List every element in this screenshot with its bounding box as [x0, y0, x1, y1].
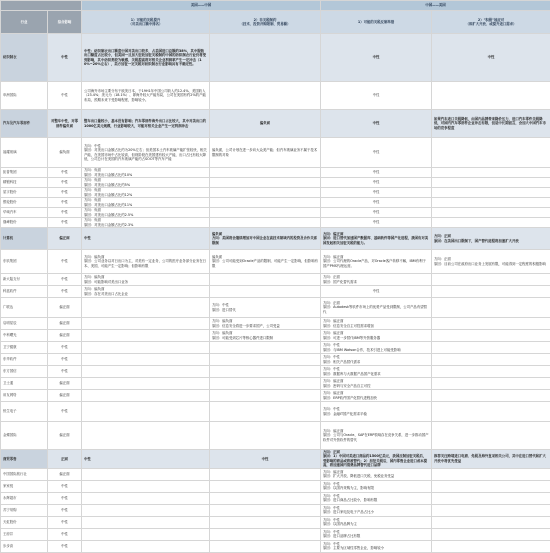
industry-cell: 金蝶国际 [1, 422, 48, 450]
nontariff-cell [210, 378, 321, 390]
countermeasure-cell: 方向：中性 原因：金融IT国产化需求平稳 [321, 402, 432, 422]
countermeasure-cell: 中性 [321, 34, 432, 82]
positive-response-cell [432, 208, 550, 218]
group-header-row [1, 1, 550, 11]
influence-cell: 中性 [48, 82, 82, 110]
positive-response-cell [432, 378, 550, 390]
countermeasure-cell: 中性 [321, 188, 432, 198]
influence-cell: 中性 [48, 366, 82, 378]
table-row [1, 528, 550, 540]
influence-cell: 中性 [48, 208, 82, 218]
influence-cell: 偏正面 [48, 298, 82, 318]
header-industry: 行业 [1, 11, 48, 34]
industry-cell: 中国国际旅行社 [1, 468, 48, 480]
sector-row [1, 34, 550, 82]
nontariff-cell: 中性 [210, 450, 321, 469]
influence-cell: 中性 [48, 354, 82, 366]
nontariff-cell [210, 34, 321, 82]
industry-cell: 王府井 [1, 528, 48, 540]
tariff-raise-cell: 方向：负面 原因：对美出口金额占比约12% [82, 188, 210, 198]
positive-response-cell: 方向：正面 原因：目前公司在政府出口业务上发展有限，可能得到一定程度的积极影响 [432, 250, 550, 274]
countermeasure-cell: 方向：中性 原因：进口品牌占比有限 [321, 528, 432, 540]
influence-cell: 偏正面 [48, 330, 82, 342]
table-row [1, 342, 550, 354]
positive-response-cell [432, 218, 550, 228]
tariff-raise-cell [82, 390, 210, 402]
influence-cell: 偏正面 [48, 422, 82, 450]
industry-cell: 卫宁健康 [1, 342, 48, 354]
positive-response-cell [432, 366, 550, 378]
tariff-raise-cell: 方向：偏负面 原因：公司业务以对日出口为主，对美有一定业务，公司的医疗业务部分业务在日本、美国，可能产生一定影响；但影响有限 [82, 250, 210, 274]
tariff-raise-cell [82, 480, 210, 492]
industry-cell: 星宇股份 [1, 188, 48, 198]
nontariff-cell [210, 286, 321, 298]
table-row [1, 138, 550, 168]
nontariff-cell [210, 354, 321, 366]
table-row [1, 250, 550, 274]
positive-response-cell [432, 274, 550, 286]
nontariff-cell [210, 528, 321, 540]
countermeasure-cell: 方向：偏正面 原因：扩大开放、降低进口关税，免税业务受益 [321, 468, 432, 480]
tariff-raise-cell [82, 342, 210, 354]
industry-cell: 科蓝软件 [1, 286, 48, 298]
nontariff-cell [210, 178, 321, 188]
nontariff-cell: 偏负面 [210, 110, 321, 138]
tariff-raise-cell [82, 402, 210, 422]
tariff-raise-cell [82, 298, 210, 318]
tariff-raise-cell [82, 492, 210, 504]
header-blank [1, 1, 82, 11]
table-row [1, 208, 550, 218]
table-row [1, 318, 550, 330]
table-row [1, 366, 550, 378]
table-row [1, 402, 550, 422]
industry-cell: 东软集团 [1, 250, 48, 274]
table-row [1, 492, 550, 504]
industry-cell: 纺织制衣 [1, 34, 48, 82]
influence-cell: 偏正面 [48, 390, 82, 402]
industry-cell: 福耀玻璃 [1, 138, 48, 168]
nontariff-cell [210, 274, 321, 286]
countermeasure-cell: 中性 [321, 208, 432, 218]
table-row [1, 274, 550, 286]
header-nontariff: 2）非关税制约 （技术、投资并购限制、贸易额） [210, 11, 321, 34]
positive-response-cell [432, 354, 550, 366]
positive-response-cell [432, 188, 550, 198]
influence-cell: 中性 [48, 528, 82, 540]
positive-response-cell: 方向：正面 原因：在美国出口限制下，国产替代进程将加速扩大开放 [432, 228, 550, 250]
positive-response-cell [432, 198, 550, 208]
nontariff-cell [210, 540, 321, 552]
nontariff-cell [210, 492, 321, 504]
countermeasure-cell: 方向：正面 原因：Autodesk等软件市场上的优势产品受到限制，公司产品有望替代 [321, 298, 432, 318]
table-row [1, 422, 550, 450]
positive-response-cell [432, 168, 550, 178]
tariff-raise-cell: 方向：中性 原因：对美出口金额占比约为20%左右；但美国本土汽车玻璃产能扩张较快，相关产能，在美国市场中占比较高，但现阶段在美国建有较大产能，出口占比有较大降低，公司总计在美国的汽车玻璃产能约占SOOT等汽车产能 [82, 138, 210, 168]
industry-cell: 东华软件 [1, 354, 48, 366]
table-row [1, 480, 550, 492]
table-row [1, 198, 550, 208]
industry-cell: 用友网络 [1, 390, 48, 402]
countermeasure-cell: 方向：中性 原因：以国内采购为主，影响有限 [321, 480, 432, 492]
tariff-raise-cell: 方向：负面 原因：对美出口金额占比约2.3% [82, 218, 210, 228]
countermeasure-cell: 方向：正面 原因：国产化替代需求 [321, 274, 432, 286]
influence-cell: 中性 [48, 402, 82, 422]
nontariff-cell [210, 342, 321, 354]
countermeasure-cell: 中性 [321, 198, 432, 208]
tariff-raise-cell [82, 468, 210, 480]
industry-cell: 商贸零售 [1, 450, 48, 469]
nontariff-cell: 偏负面，公司计划在进一步向大众美产能；但汽车玻璃业务不属于技术限制的对象 [210, 138, 321, 168]
positive-response-cell [432, 318, 550, 330]
nontariff-cell [210, 468, 321, 480]
sector-row [1, 228, 550, 250]
nontariff-cell [210, 188, 321, 198]
industry-cell: 华域汽车 [1, 208, 48, 218]
nontariff-cell [210, 168, 321, 178]
influence-cell: 中性 [48, 34, 82, 82]
countermeasure-cell: 方向：中性 原因：相关产品替代需求 [321, 354, 432, 366]
industry-cell: 拓普集团 [1, 168, 48, 178]
positive-response-cell [432, 480, 550, 492]
influence-cell: 中性 [48, 342, 82, 354]
header-tariff-raise: 1）可能的关税提升 （对美出口额中排名） [82, 11, 210, 34]
industry-cell: 东方国信 [1, 366, 48, 378]
influence-cell: 偏负面 [48, 138, 82, 168]
nontariff-cell [210, 504, 321, 516]
countermeasure-cell: 中性 [321, 286, 432, 298]
nontariff-cell [210, 402, 321, 422]
influence-cell: 中性 [48, 286, 82, 298]
table-row [1, 540, 550, 552]
header-group-cn-us: 中国——美国 [321, 1, 550, 11]
influence-cell: 中性 [48, 540, 82, 552]
influence-cell: 正面 [48, 450, 82, 469]
nontariff-cell: 偏负面 原因：公司可能受到Oracle产品的限制，可能产生一定影响，但影响有限 [210, 250, 321, 274]
table-row [1, 286, 550, 298]
positive-response-cell [432, 516, 550, 528]
countermeasure-cell: 方向：中性 原因：与IBM Watson合作，技术引进上可能受影响 [321, 342, 432, 354]
tariff-raise-cell [82, 366, 210, 378]
countermeasure-cell: 中性 [321, 82, 432, 110]
positive-response-cell [432, 342, 550, 354]
nontariff-cell: 方向：偏负面 原因：可能受到芯片等核心器件进口限制 [210, 330, 321, 342]
table-row [1, 390, 550, 402]
industry-cell: 步步高 [1, 540, 48, 552]
tariff-raise-cell: 方向：偏负面 原因：存在对美出口占比企业 [82, 286, 210, 298]
tariff-raise-cell [82, 504, 210, 516]
tariff-raise-cell: 中性 [82, 228, 210, 250]
nontariff-cell [210, 82, 321, 110]
positive-response-cell [432, 540, 550, 552]
table-row [1, 168, 550, 178]
table-row [1, 82, 550, 110]
nontariff-cell [210, 422, 321, 450]
influence-cell: 中性 [48, 274, 82, 286]
table-row [1, 218, 550, 228]
table-body [1, 34, 550, 553]
nontariff-cell: 偏负面 方向：美国将会继续增加对中国企业在高技术领域内的投资及合作关系限制 [210, 228, 321, 250]
header-group-us-cn: 美国——中国 [82, 1, 321, 11]
industry-cell: 申洲国际 [1, 82, 48, 110]
nontariff-cell [210, 480, 321, 492]
positive-response-cell: 推荐关注跨境进口电商、免税及海外直采相关公司，其中在进口替代和扩大开放中将优先受益 [432, 450, 550, 469]
positive-response-cell [432, 330, 550, 342]
tariff-raise-cell: 方向：负面 原因：对美出口金额占比约11% [82, 198, 210, 208]
positive-response-cell [432, 504, 550, 516]
industry-cell: 家家悦 [1, 480, 48, 492]
table-row [1, 468, 550, 480]
nontariff-cell [210, 366, 321, 378]
tariff-raise-cell [82, 378, 210, 390]
positive-response-cell [432, 422, 550, 450]
nontariff-cell: 方向：偏负面 原因：信息安全将进一步要求国产，公司受益 [210, 318, 321, 330]
tariff-raise-cell: 方向：负面 原因：对美出口金额占比约2.5% [82, 208, 210, 218]
nontariff-cell: 方向：中性 原因：进口替代 [210, 298, 321, 318]
positive-response-cell [432, 286, 550, 298]
countermeasure-cell: 方向：偏正面 原因：密码与安全产品自主可控 [321, 378, 432, 390]
industry-cell: 苏宁易购 [1, 504, 48, 516]
countermeasure-cell: 方向：偏正面 原因：ERP软件国产化替代进程加快 [321, 390, 432, 402]
countermeasure-cell: 方向：中性 原因：以国内品牌为主 [321, 516, 432, 528]
table-row [1, 354, 550, 366]
tariff-raise-cell: 方向：负面 原因：对美出口金额占比约5% [82, 178, 210, 188]
industry-cell: 计算机 [1, 228, 48, 250]
tariff-raise-cell [82, 516, 210, 528]
positive-response-cell [432, 298, 550, 318]
nontariff-cell [210, 198, 321, 208]
table-row [1, 504, 550, 516]
industry-cell: 启明星辰 [1, 318, 48, 330]
influence-cell: 中性 [48, 504, 82, 516]
tariff-raise-cell [82, 354, 210, 366]
countermeasure-cell: 方向：偏正面 原因：进口替代加速国产数据库、基础软件等国产化进程，我国有对美国发起相关加征关税的能力。 [321, 228, 432, 250]
countermeasure-cell: 方向：中性 原因：主要为区域性零售企业，影响较小 [321, 540, 432, 552]
table-row [1, 178, 550, 188]
nontariff-cell [210, 218, 321, 228]
industry-cell: 银轮股份 [1, 198, 48, 208]
tariff-raise-cell [82, 318, 210, 330]
header-countermeasure: 1）可能的关税反制举措 [321, 11, 432, 34]
tariff-raise-cell: 中性 [82, 450, 210, 469]
influence-cell: 中性 [48, 168, 82, 178]
influence-cell: 中性 [48, 188, 82, 198]
tariff-raise-cell [82, 540, 210, 552]
table-row [1, 298, 550, 318]
tariff-raise-cell: 方向：偏负面 原因：可能影响对美出口业务 [82, 274, 210, 286]
industry-cell: 永辉超市 [1, 492, 48, 504]
countermeasure-cell: 方向：中性 原因：数据库与大数据产品国产化需求 [321, 366, 432, 378]
countermeasure-cell: 方向：偏正面 原因：公司代理的Oracle产品，对Oracle客户转移不解，IBM有利于国产PMS代理运营。 [321, 250, 432, 274]
influence-cell: 偏正面 [48, 318, 82, 330]
table-row [1, 330, 550, 342]
tariff-raise-cell [82, 528, 210, 540]
positive-response-cell [432, 82, 550, 110]
positive-response-cell [432, 390, 550, 402]
positive-response-cell [432, 468, 550, 480]
nontariff-cell [210, 208, 321, 218]
influence-cell: 中性 [48, 480, 82, 492]
tariff-raise-cell [82, 422, 210, 450]
industry-cell: 继峰股份 [1, 218, 48, 228]
countermeasure-cell: 中性 [321, 110, 432, 138]
influence-cell: 中性 [48, 198, 82, 208]
industry-cell: 天虹股份 [1, 516, 48, 528]
nontariff-cell [210, 516, 321, 528]
industry-cell: 恒生电子 [1, 402, 48, 422]
nontariff-cell [210, 390, 321, 402]
positive-response-cell [432, 178, 550, 188]
influence-cell: 中性 [48, 516, 82, 528]
header-positive-response: 2）"积极"地应对 （即扩大开放、或提升进口需求） [432, 11, 550, 34]
countermeasure-cell: 方向：偏正面 原因：可进一步替代IBM等外资服务器 [321, 330, 432, 342]
table-row [1, 516, 550, 528]
table-row [1, 378, 550, 390]
table-row [1, 188, 550, 198]
influence-cell: 中性 [48, 250, 82, 274]
header-influence: 综合影响 [48, 11, 82, 34]
tariff-raise-cell [82, 330, 210, 342]
influence-cell: 中性 [48, 218, 82, 228]
positive-response-cell [432, 138, 550, 168]
positive-response-cell [432, 492, 550, 504]
tariff-raise-cell: 中性：纺织制衣出口额度中国对美出口较多，占美国进口总额约38%，其中服装出口额度占比较小，但美国一旦加大征收加征关税制约中国的纺织制衣行业仍将受到影响，其中纺织类较为敏感，关税提高将对相关企业利润率产生一定冲击（10%~20%左右），美方加征一定关税对纺织制衣行业影响具有不确定性。 [82, 34, 210, 82]
positive-response-cell: 中性 [432, 34, 550, 82]
countermeasure-cell: 方向：中性 原因：进口商品占比较小，影响有限 [321, 492, 432, 504]
industry-cell: 新大陆支付 [1, 274, 48, 286]
tariff-raise-cell: 方向：负面 原因：对美出口金额占比约10% [82, 168, 210, 178]
influence-cell: 中性 [48, 492, 82, 504]
sector-row [1, 110, 550, 138]
industry-cell: 卫士通 [1, 378, 48, 390]
countermeasure-cell: 中性 [321, 178, 432, 188]
industry-cell: 汽车及汽车零部件 [1, 110, 48, 138]
countermeasure-cell: 中性 [321, 138, 432, 168]
countermeasure-cell: 中性 [321, 168, 432, 178]
positive-response-cell [432, 402, 550, 422]
positive-response-cell [432, 528, 550, 540]
countermeasure-cell: 中性 [321, 218, 432, 228]
influence-cell: 中性 [48, 178, 82, 188]
influence-cell: 偏正面 [48, 378, 82, 390]
tariff-raise-cell: 公司海外市场主要分布于欧美日本，于19H1年中国公司收入约12.4%、美国收入（23.4%；美元为（18.1%）、即海外较大产能布局，公司在美国有约2%的产能布局，预期未来下受影响程度，影响较小。 [82, 82, 210, 110]
countermeasure-cell: 方向：中性 原因：进口家电及电子产品占比小 [321, 504, 432, 516]
influence-cell: 偏正面 [48, 468, 82, 480]
influence-cell: 对整车中性，对零部件偏负面 [48, 110, 82, 138]
sector-row [1, 450, 550, 469]
countermeasure-cell: 方向：偏正面 原因：公司与Oracle、SAP在ERP领域存在竞争关系，进一步推动国产软件对外资软件的替代 [321, 422, 432, 450]
tariff-raise-cell: 整车出口量较小，基本没有影响；汽车零部件海外出口占比较大，其中对美出口约1000亿美元规模，行业影响较大，可能对相关企业产生一定利润冲击 [82, 110, 210, 138]
column-header-row [1, 11, 550, 34]
industry-cell: 中科曙光 [1, 330, 48, 342]
countermeasure-cell: 方向：正面 原因：1）中国对美进口商品约1500亿美元，我国反制加征关税后，受影响的商品或将被替代；2）加征关税后，国内零售企业进口成本提高，将加速国内消费品牌替代进口品牌 [321, 450, 432, 469]
influence-cell: 偏正面 [48, 228, 82, 250]
positive-response-cell: 如果汽车进口关税降低，由国内品牌带来降价压力，进口汽车零件关税降低，对国内汽车零部件企业冲击有限，但是中长期而言，会加大中国汽车市场的竞争程度 [432, 110, 550, 138]
industry-cell: 广联达 [1, 298, 48, 318]
industry-cell: 精锻科技 [1, 178, 48, 188]
countermeasure-cell: 方向：偏正面 原因：信息安全自主可控需求增加 [321, 318, 432, 330]
